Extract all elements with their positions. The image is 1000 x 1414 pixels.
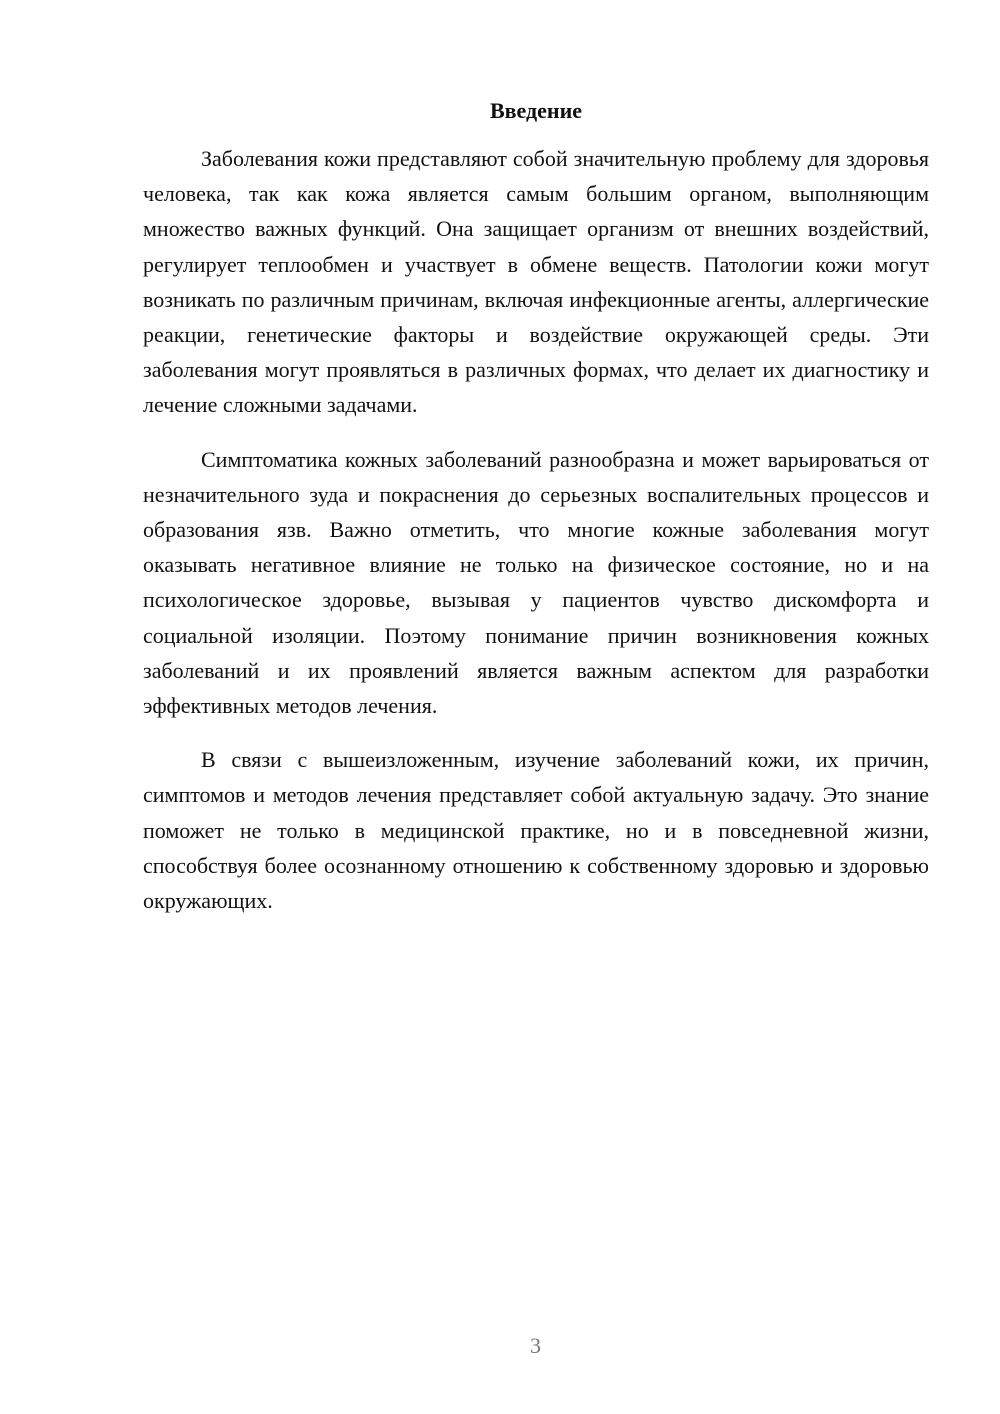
paragraph-3: В связи с вышеизложенным, изучение заболеваний кожи, их причин, симптомов и методов лечения представляет собой актуальную задачу. Это знание поможет не только в медицинской практике, но и в повседневной жизни, способствуя более осознанному отношению к собственному здоровью и здоровью окружающих.: [143, 747, 929, 914]
section-title: Введение: [489, 98, 583, 123]
page-number: 3: [530, 1333, 541, 1358]
paragraph-1: Заболевания кожи представляют собой значительную проблему для здоровья человека, так как кожа является самым большим органом, выполняющим множество важных функций. Она защищает организм от внешних воздействий, регулирует теплообмен и участвует в обмене веществ. Патологии кожи могут возникать по различным причинам, включая инфекционные агенты, аллергические реакции, генетические факторы и воздействие окружающей среды. Эти заболевания могут проявляться в различных формах, что делает их диагностику и лечение сложными задачами.: [143, 146, 929, 418]
paragraph-2: Симптоматика кожных заболеваний разнообразна и может варьироваться от незначительного зуда и покраснения до серьезных воспалительных процессов и образования язв. Важно отметить, что многие кожные заболевания могут оказывать негативное влияние не только на физическое состояние, но и на психологическое здоровье, вызывая у пациентов чувство дискомфорта и социальной изоляции. Поэтому понимание причин возникновения кожных заболеваний и их проявлений является важным аспектом для разработки эффективных методов лечения.: [143, 446, 929, 719]
page-content: [143, 94, 929, 937]
